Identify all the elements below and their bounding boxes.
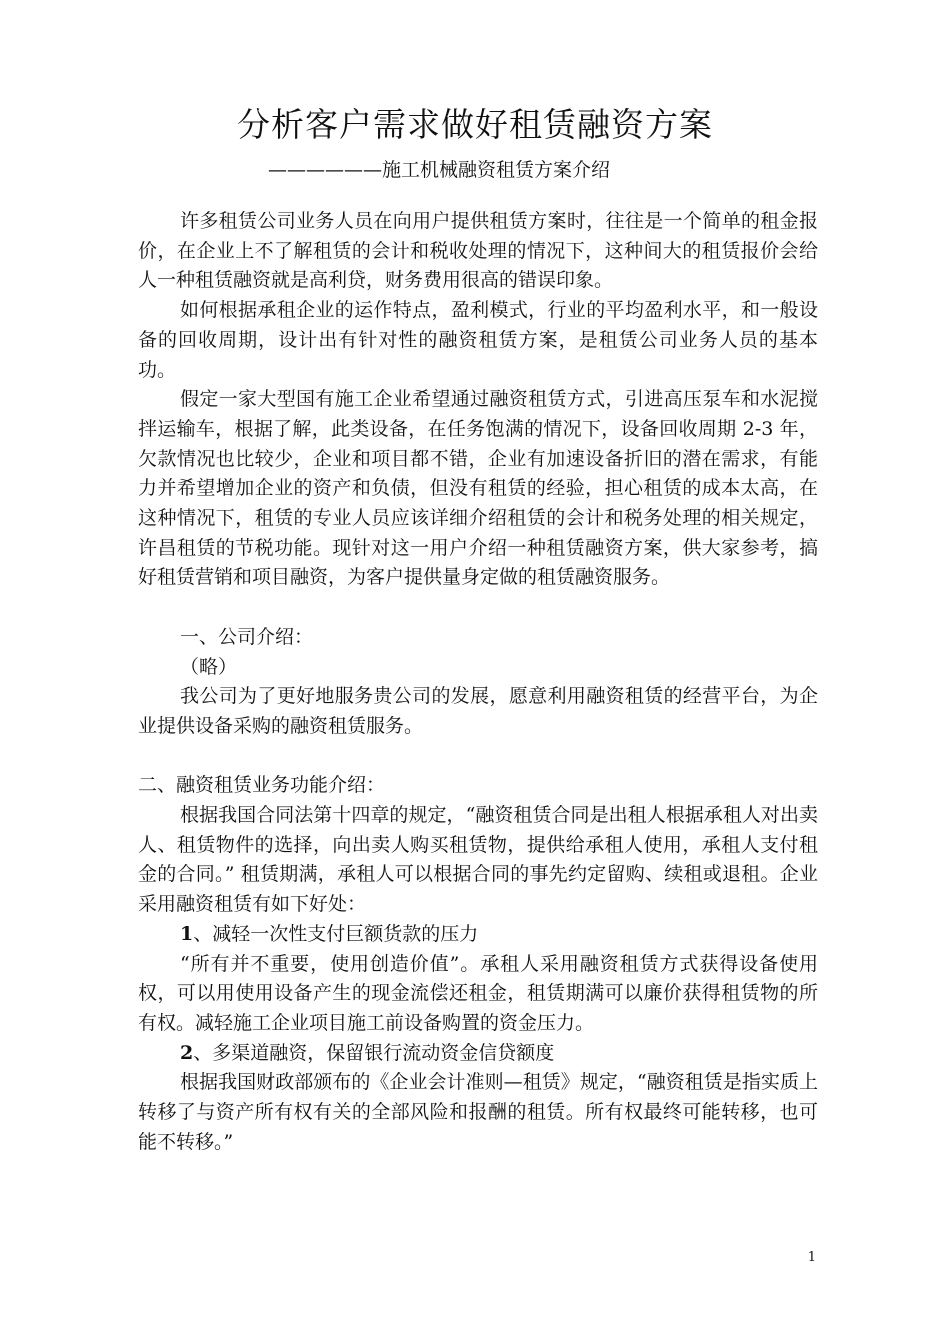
section-heading-company: 一、公司介绍：	[180, 625, 314, 648]
list-item-heading-text: 、多渠道融资，保留银行流动资金信贷额度	[193, 1041, 555, 1064]
document-subtitle: ——————施工机械融资租赁方案介绍	[268, 159, 611, 181]
paragraph-contract-law: 根据我国合同法第十四章的规定，“融资租赁合同是出租人根据承租人对出卖人、租赁物件的选择，向出卖人购买租赁物，提供给承租人使用，承租人支付租金的合同。” 租赁期满，承租人可以根据合同的事先约定留购、续租或退租。企业采用融资租赁有如下好处：	[138, 804, 818, 916]
list-item-1-heading	[138, 920, 818, 950]
list-item-heading-text: 、减轻一次性支付巨额货款的压力	[193, 922, 479, 945]
paragraph-design: 如何根据承租企业的运作特点，盈利模式，行业的平均盈利水平，和一般设备的回收周期，设计出有针对性的融资租赁方案，是租赁公司业务人员的基本功。	[138, 299, 818, 381]
paragraph-intro: 许多租赁公司业务人员在向用户提供租赁方案时，往往是一个简单的租金报价，在企业上不了解租赁的会计和税收处理的情况下，这种间大的租赁报价会给人一种租赁融资就是高利贷，财务费用很高的错误印象。	[138, 210, 818, 292]
page-number: 1	[807, 1250, 816, 1265]
section-heading-functions: 二、融资租赁业务功能介绍：	[138, 774, 386, 797]
paragraph-item-2-detail: 根据我国财政部颁布的《企业会计准则—租赁》规定，“融资租赁是指实质上转移了与资产所有权有关的全部风险和报酬的租赁。所有权最终可能转移，也可能不转移。”	[138, 1071, 818, 1153]
section-omitted-note: （略）	[180, 655, 238, 678]
list-item-2-heading	[138, 1039, 818, 1069]
list-item-number: 2	[180, 1041, 194, 1064]
list-item-number: 1	[180, 922, 194, 945]
paragraph-spacer	[138, 742, 818, 772]
paragraph-company-service: 我公司为了更好地服务贵公司的发展，愿意利用融资租赁的经营平台，为企业提供设备采购的融资租赁服务。	[138, 685, 818, 737]
document-body	[138, 207, 818, 1157]
document-title: 分析客户需求做好租赁融资方案	[237, 105, 713, 144]
paragraph-scenario: 假定一家大型国有施工企业希望通过融资租赁方式，引进高压泵车和水泥搅拌运输车，根据了解，此类设备，在任务饱满的情况下，设备回收周期 2-3 年，欠款情况也比较少，企业和项目都不错，企业有加速设备折旧的潜在需求，有能力并希望增加企业的资产和负债，但没有租赁的经验，担心租赁的成本太高，在这种情况下，租赁的专业人员应该详细介绍租赁的会计和税务处理的相关规定，许昌租赁的节税功能。现针对这一用户介绍一种租赁融资方案，供大家参考，搞好租赁营销和项目融资，为客户提供量身定做的租赁融资服务。	[138, 388, 818, 589]
paragraph-item-1-detail: “所有并不重要，使用创造价值”。承租人采用融资租赁方式获得设备使用权，可以用使用设备产生的现金流偿还租金，租赁期满可以廉价获得租赁物的所有权。减轻施工企业项目施工前设备购置的资金压力。	[138, 952, 818, 1034]
paragraph-spacer	[138, 593, 818, 623]
